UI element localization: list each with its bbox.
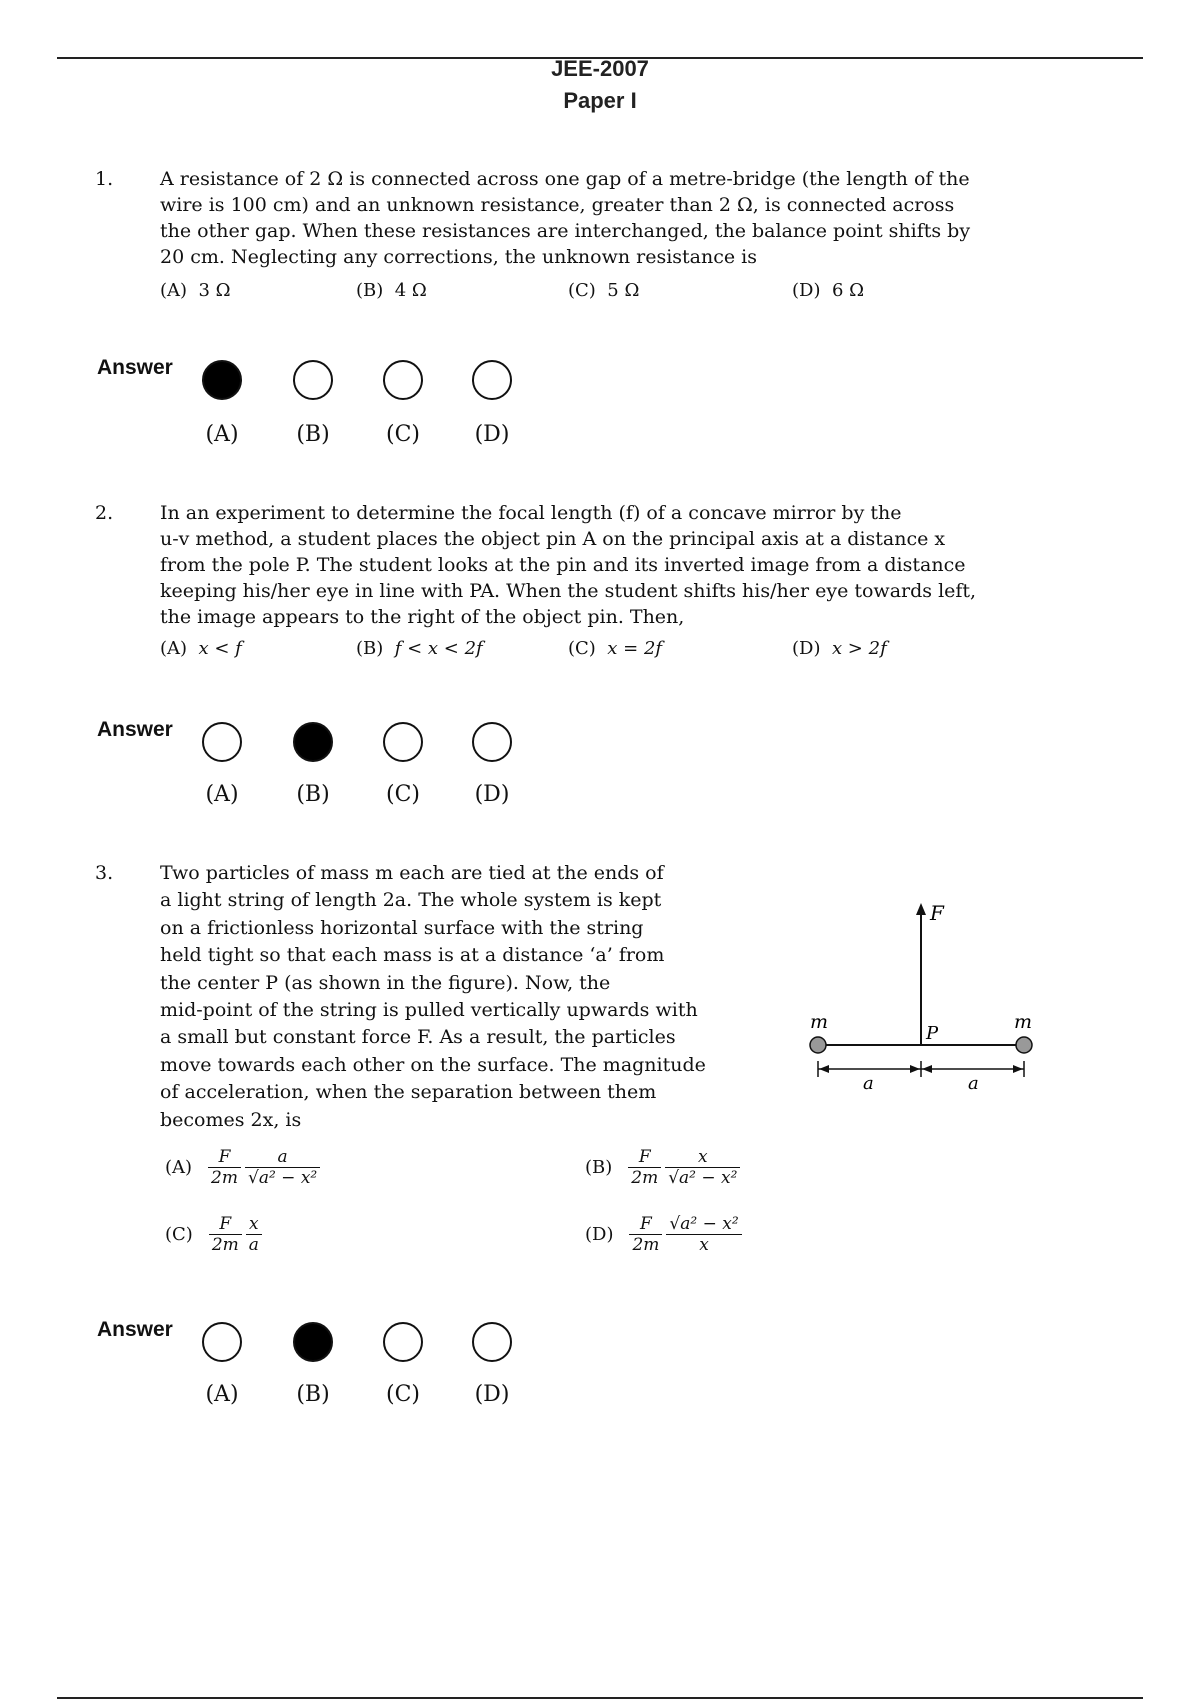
- q3-option-d: (D) $\frac{F}{2m}$ $\frac{\text{√a² − x²}}{x}$: [585, 1214, 742, 1255]
- q1-answer-label: Answer: [97, 356, 173, 379]
- q2-bubble-a[interactable]: [202, 722, 242, 762]
- mass-right-icon: [1016, 1037, 1032, 1053]
- force-label: F: [930, 901, 944, 925]
- q1-bubble-b[interactable]: [293, 360, 333, 400]
- question-3-number: 3.: [95, 862, 114, 884]
- q3-option-a: (A) $\frac{F}{2m}$ $\frac{a}{\text{√a² − x²}}$: [165, 1147, 320, 1188]
- q3-answer-label: Answer: [97, 1318, 173, 1341]
- q2-bubble-label-a: (A): [205, 782, 239, 807]
- q1-bubble-c[interactable]: [383, 360, 423, 400]
- q1-bubble-label-c: (C): [386, 422, 420, 447]
- question-1-number: 1.: [95, 168, 114, 190]
- q1-bubble-label-d: (D): [474, 422, 510, 447]
- q2-bubble-b[interactable]: [293, 722, 333, 762]
- bottom-rule: [57, 1697, 1143, 1699]
- q3-bubble-b[interactable]: [293, 1322, 333, 1362]
- q1-option-a: (A) 3 Ω: [160, 280, 231, 301]
- question-2-number: 2.: [95, 502, 114, 524]
- q3-bubble-d[interactable]: [472, 1322, 512, 1362]
- q3-bubble-label-b: (B): [296, 1382, 330, 1407]
- dist-left-label: a: [863, 1073, 874, 1090]
- q2-bubble-label-b: (B): [296, 782, 330, 807]
- q1-bubble-label-b: (B): [296, 422, 330, 447]
- q1-bubble-label-a: (A): [205, 422, 239, 447]
- q2-bubble-d[interactable]: [472, 722, 512, 762]
- force-arrow-head-icon: [916, 903, 926, 915]
- q1-option-d: (D) 6 Ω: [792, 280, 865, 301]
- q2-bubble-label-c: (C): [386, 782, 420, 807]
- exam-title: JEE-2007: [551, 56, 649, 81]
- center-label: P: [926, 1023, 939, 1044]
- mass-left-label: m: [810, 1011, 829, 1033]
- q1-option-b: (B) 4 Ω: [356, 280, 427, 301]
- question-1-text: A resistance of 2 Ω is connected across one gap of a metre-bridge (the length of the wire is 100 cm) and an unknown resistance, greater than 2 Ω, is connected across the other gap. When these resistances are interchanged, the balance point shifts by 20 cm. Neglecting any corrections, the unknown resistance is: [160, 168, 971, 268]
- q3-bubble-label-c: (C): [386, 1382, 420, 1407]
- q1-bubble-a[interactable]: [202, 360, 242, 400]
- question-2-text: In an experiment to determine the focal length (f) of a concave mirror by the u-v method, a student places the object pin A on the principal axis at a distance x from the pole P. The student looks at the pin and its inverted image from a distance keeping his/her eye in line with PA. When the student shifts his/her eye towards left, the image appears to the right of the object pin. Then,: [160, 502, 977, 628]
- q2-option-b: (B) f < x < 2f: [356, 638, 483, 659]
- dist-right-label: a: [968, 1073, 979, 1090]
- question-3-text: Two particles of mass m each are tied at the ends of a light string of length 2a. The whole system is kept on a frictionless horizontal surface with the string held tight so that each mass is at a distance ‘a’ from the center P (as shown in the figure). Now, the mid-point of the string is pulled vertically upwards with a small but constant force F. As a result, the particles move towards each other on the surface. The magnitude of acceleration, when the separation between them becomes 2x, is: [160, 862, 706, 1131]
- q2-answer-label: Answer: [97, 718, 173, 741]
- q2-option-a: (A) x < f: [160, 638, 242, 659]
- q3-bubble-label-d: (D): [474, 1382, 510, 1407]
- paper-title: Paper I: [563, 88, 637, 113]
- q2-option-c: (C) x = 2f: [568, 638, 663, 659]
- q1-option-c: (C) 5 Ω: [568, 280, 640, 301]
- q3-bubble-c[interactable]: [383, 1322, 423, 1362]
- mass-right-label: m: [1014, 1011, 1033, 1033]
- q2-bubble-label-d: (D): [474, 782, 510, 807]
- q3-option-b: (B) $\frac{F}{2m}$ $\frac{x}{\text{√a² − x²}}$: [585, 1147, 740, 1188]
- q3-figure: [800, 895, 1045, 1090]
- q1-bubble-d[interactable]: [472, 360, 512, 400]
- q3-bubble-label-a: (A): [205, 1382, 239, 1407]
- q3-bubble-a[interactable]: [202, 1322, 242, 1362]
- mass-left-icon: [810, 1037, 826, 1053]
- q3-option-c: (C) $\frac{F}{2m}$ $\frac{x}{a}$: [165, 1214, 262, 1255]
- q2-option-d: (D) x > 2f: [792, 638, 887, 659]
- q2-bubble-c[interactable]: [383, 722, 423, 762]
